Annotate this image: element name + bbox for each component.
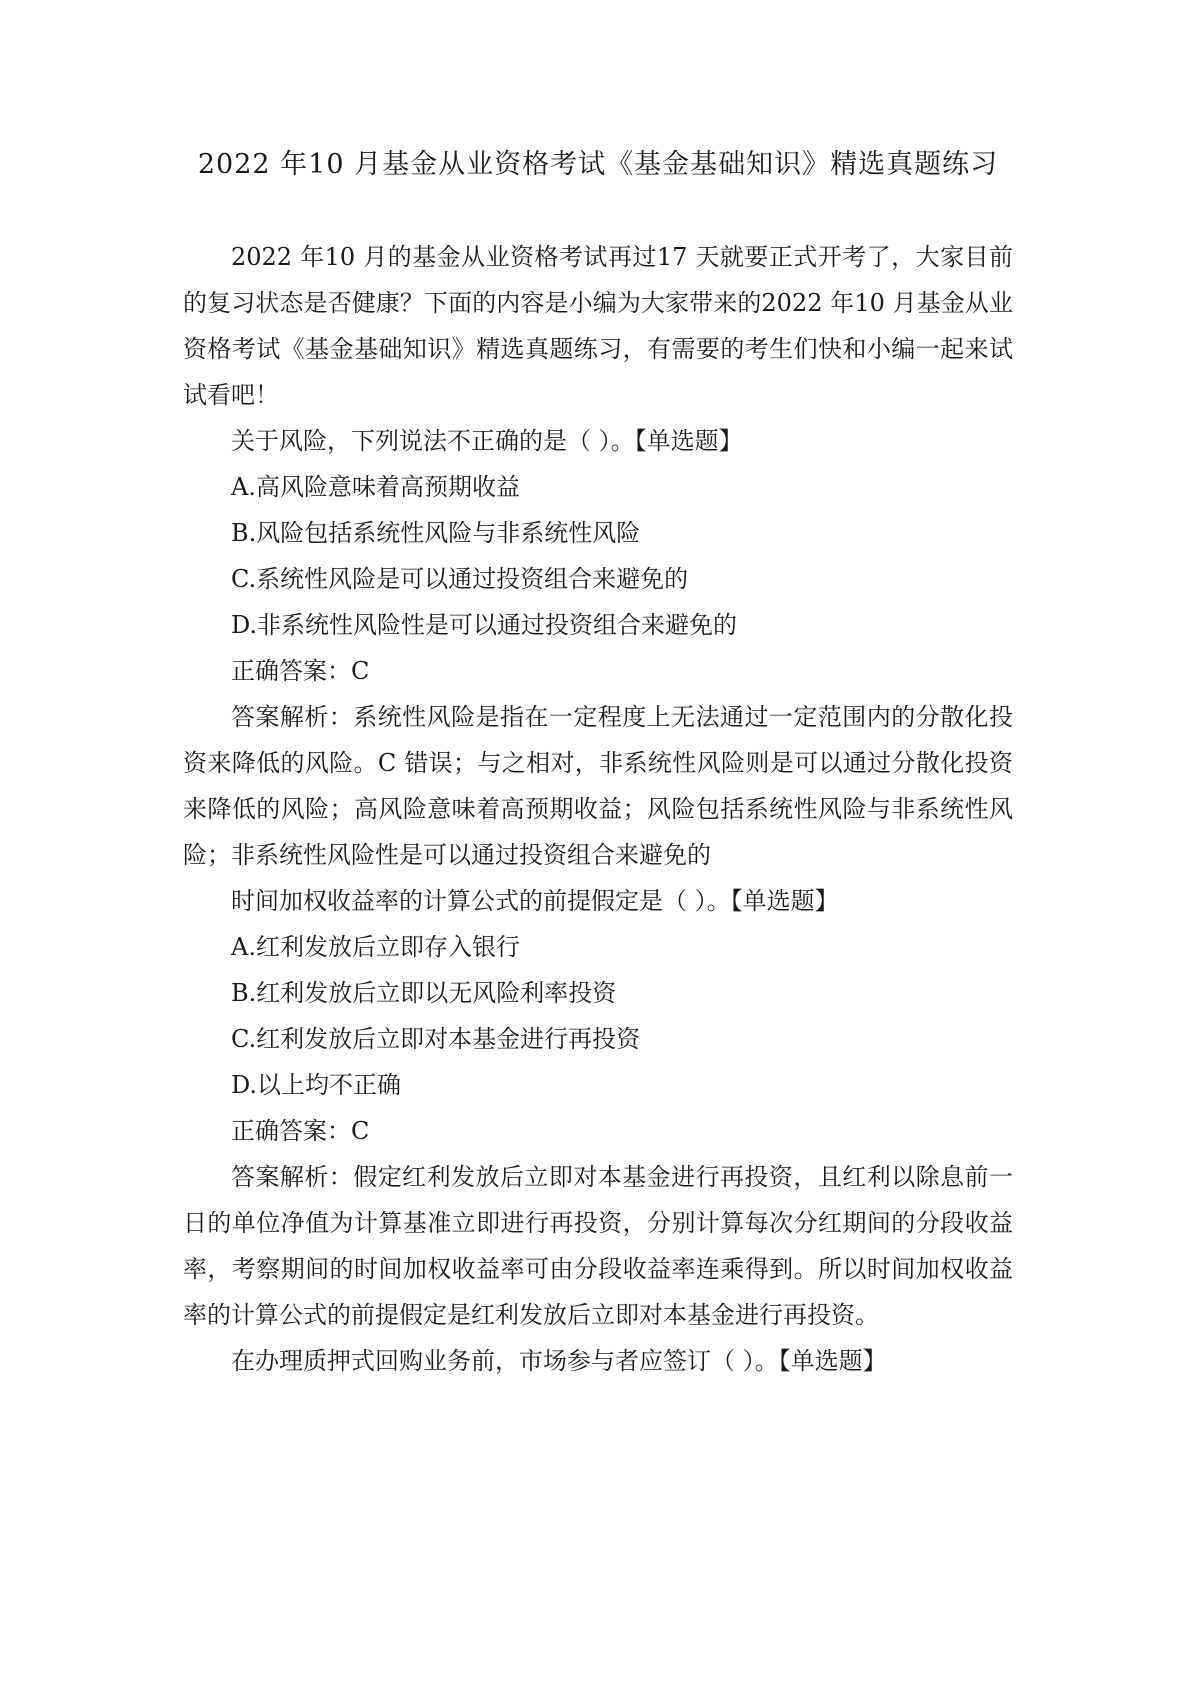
question-2-option-d: D.以上均不正确: [231, 1071, 402, 1099]
question-1-analysis: 答案解析：系统性风险是指在一定程度上无法通过一定范围内的分散化投资来降低的风险。C 错误；与之相对，非系统性风险则是可以通过分散化投资来降低的风险；高风险意味着高预期收益；风险包括系统性风险与非系统性风险；非系统性风险性是可以通过投资组合来避免的: [183, 703, 1013, 869]
document-title: 2022 年10 月基金从业资格考试《基金基础知识》精选真题练习: [197, 149, 999, 180]
question-1-option-c: C.系统性风险是可以通过投资组合来避免的: [231, 565, 689, 593]
question-1: 关于风险，下列说法不正确的是（ ）。【单选题】: [231, 427, 743, 455]
question-2-option-a: A.红利发放后立即存入银行: [231, 933, 520, 961]
question-2-option-c: C.红利发放后立即对本基金进行再投资: [231, 1025, 641, 1053]
question-1-option-b: B.风险包括系统性风险与非系统性风险: [231, 519, 641, 547]
question-2-analysis: 答案解析：假定红利发放后立即对本基金进行再投资，且红利以除息前一日的单位净值为计算基准立即进行再投资，分别计算每次分红期间的分段收益率，考察期间的时间加权收益率可由分段收益率连乘得到。所以时间加权收益率的计算公式的前提假定是红利发放后立即对本基金进行再投资。: [183, 1163, 1013, 1329]
question-1-option-d: D.非系统性风险性是可以通过投资组合来避免的: [231, 611, 738, 639]
question-2-option-b: B.红利发放后立即以无风险利率投资: [231, 979, 617, 1007]
question-1-option-a: A.高风险意味着高预期收益: [231, 473, 520, 501]
question-1-answer: 正确答案：C: [231, 657, 370, 685]
intro-paragraph: 2022 年10 月的基金从业资格考试再过17 天就要正式开考了，大家目前的复习状态是否健康？下面的内容是小编为大家带来的2022 年10 月基金从业资格考试《基金基础知识》精选真题练习，有需要的考生们快和小编一起来试试看吧！: [183, 243, 1013, 409]
question-3: 在办理质押式回购业务前，市场参与者应签订（ ）。【单选题】: [231, 1347, 887, 1375]
question-2-answer: 正确答案：C: [231, 1117, 370, 1145]
document-page: [183, 138, 1013, 1384]
question-2: 时间加权收益率的计算公式的前提假定是（ ）。【单选题】: [231, 887, 839, 915]
